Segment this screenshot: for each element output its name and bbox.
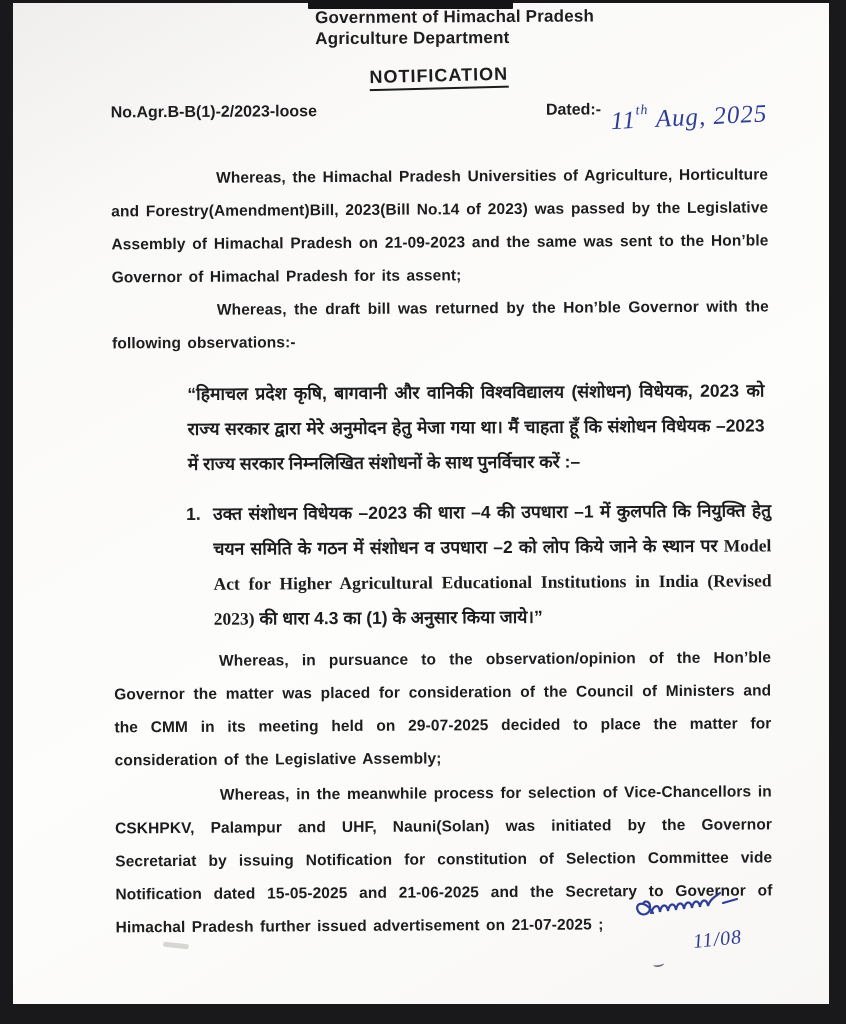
paragraph-bill-passed: Whereas, the Himachal Pradesh Universities of Agriculture, Horticulture and Forestry(Amendment)Bill, 2023(Bill No.14 of 2023) was passed by the Legislative Assembly of Himachal Pradesh on 21-09-2023 and the same was sent to the Hon’ble Governor of Himachal Pradesh for its assent; (111, 166, 769, 287)
amendment-text-english: Model Act for Higher Agricultural Educational Institutions in India (Revised 2023) (213, 535, 772, 630)
dated-group (545, 100, 769, 136)
paragraph-council-of-ministers: Whereas, in pursuance to the observation/opinion of the Hon’ble Governor the matter was placed for consideration of the Council of Ministers and the CMM in its meeting held on 29-07-2025 decided to place the matter for consideration of the Legislative Assembly; (114, 649, 772, 770)
dated-label: Dated:- (545, 101, 602, 119)
document-page (13, 3, 829, 1004)
handwritten-date-day: 11 (610, 106, 638, 136)
handwritten-date-ordinal: th (635, 102, 650, 119)
letterhead (315, 4, 767, 49)
handwritten-date (610, 97, 768, 134)
handwritten-date-rest: Aug, 2025 (648, 100, 769, 134)
reference-number: No.Agr.B-B(1)-2/2023-loose (110, 103, 317, 122)
issuing-department: Agriculture Department (315, 27, 510, 49)
amendment-text-hindi-after: की धारा 4.3 का (1) के अनुसार किया जाये।” (254, 607, 543, 629)
paragraph-bill-returned: Whereas, the draft bill was returned by the Hon’ble Governor with the following observations:- (112, 298, 769, 353)
issuing-authority: Government of Himachal Pradesh (315, 6, 595, 28)
reference-row (110, 100, 769, 136)
amendment-item-number: 1. (186, 504, 201, 525)
amendment-text-hindi-before: उक्त संशोधन विधेयक –2023 की धारा –4 की उपधारा –1 में कुलपति कि नियुक्ति हेतु चयन समिति के गठन में संशोधन व उपधारा –2 को लोप किये जाने के स्थान पर (213, 500, 772, 560)
document-title: NOTIFICATION (369, 64, 508, 92)
document-content (13, 0, 835, 1004)
governor-observations-quote: “हिमाचल प्रदेश कृषि, बागवानी और वानिकी विश्वविद्यालय (संशोधन) विधेयक, 2023 को राज्य सरकार द्वारा मेरे अनुमोदन हेतु मेजा गया था। मैं चाहता हूँ कि संशोधन विधेयक –2023 में राज्य सरकार निम्नलिखित संशोधनों के साथ पुनर्विचार करें :– (187, 380, 765, 475)
amendment-item-1 (186, 494, 772, 638)
signature-block (631, 891, 771, 954)
signature-date-handwritten: 11/08 (692, 926, 744, 954)
paragraph-vc-selection: Whereas, in the meanwhile process for selection of Vice-Chancellors in CSKHPKV, Palampur and UHF, Nauni(Solan) was initiated by the Governor Secretariat by issuing Notification for constitution of Selection Committee vide Notification dated 15-05-2025 and 21-06-2025 and the Secretary to Governor of Himachal Pradesh further issued advertisement on 21-07-2025 ; (114, 783, 773, 937)
amendment-item-text (213, 494, 772, 637)
title-row (110, 63, 767, 91)
